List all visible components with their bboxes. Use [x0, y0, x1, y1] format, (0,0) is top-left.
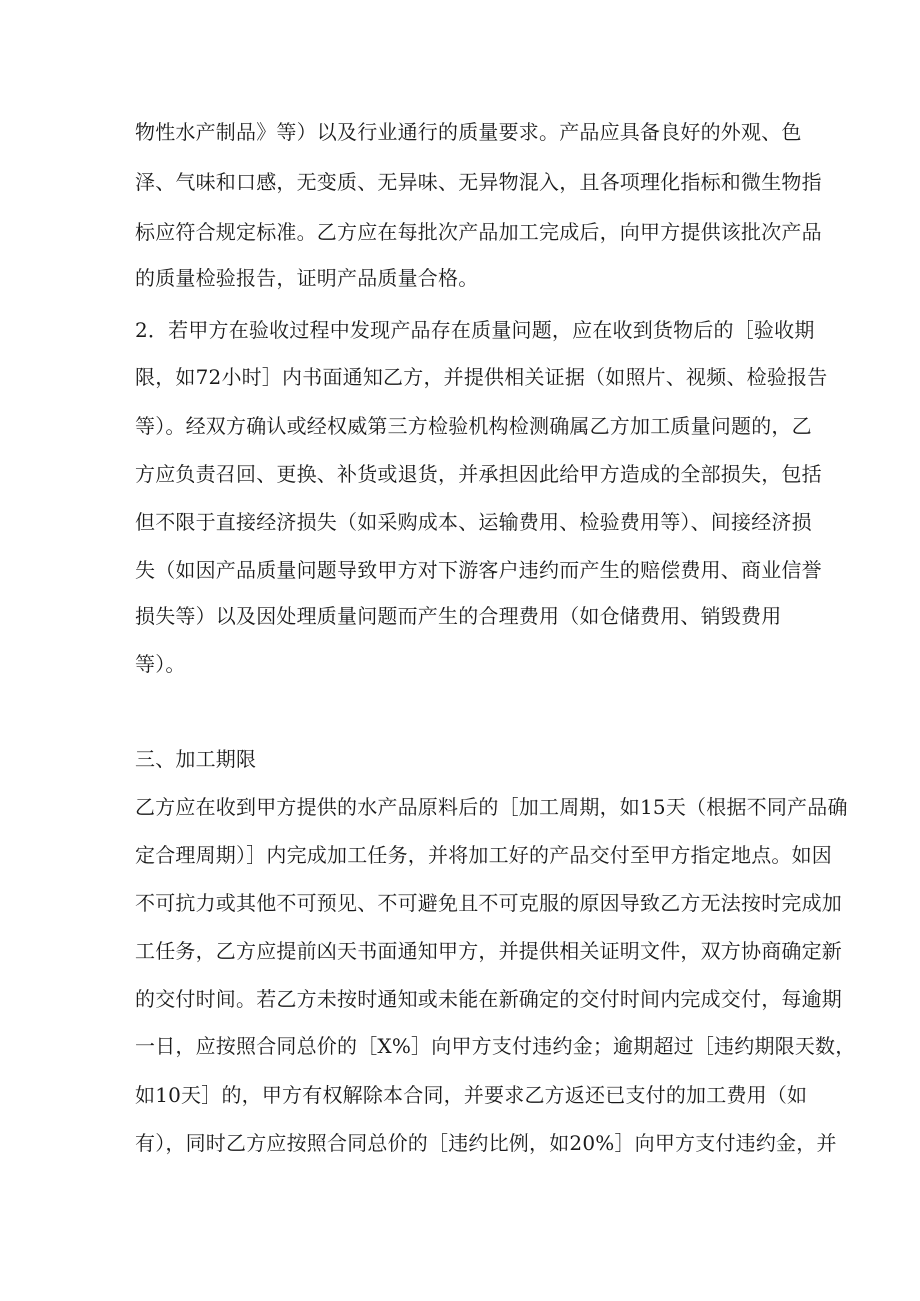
body-text-line: 不可抗力或其他不可预见、不可避免且不可克服的原因导致乙方无法按时完成加	[135, 891, 842, 915]
body-text-line: 泽、气味和口感，无变质、无异味、无异物混入，且各项理化指标和微生物指	[135, 170, 822, 194]
section-heading: 三、加工期限	[135, 747, 257, 771]
list-item-2-line: 损失等）以及因处理质量问题而产生的合理费用（如仓储费用、销毁费用	[135, 604, 782, 628]
body-text-line: 标应符合规定标准。乙方应在每批次产品加工完成后，向甲方提供该批次产品	[135, 220, 822, 244]
list-item-2-line: 失（如因产品质量问题导致甲方对下游客户违约而产生的赔偿费用、商业信誉	[135, 558, 822, 582]
body-text-line: 物性水产制品》等）以及行业通行的质量要求。产品应具备良好的外观、色	[135, 120, 802, 144]
body-text-line: 如10天］的，甲方有权解除本合同，并要求乙方返还已支付的加工费用（如	[135, 1083, 808, 1107]
list-item-2-line: 等）。	[135, 652, 186, 676]
list-item-2-line: 等）。经双方确认或经权威第三方检验机构检测确属乙方加工质量问题的，乙	[135, 414, 812, 438]
list-item-2-line: 限，如72小时］内书面通知乙方，并提供相关证据（如照片、视频、检验报告	[135, 365, 828, 389]
body-text-line: 工任务，乙方应提前凶天书面通知甲方，并提供相关证明文件，双方协商确定新	[135, 939, 842, 963]
body-text-line: 一日，应按照合同总价的［X%］向甲方支付违约金；逾期超过［违约期限天数，	[135, 1034, 856, 1058]
list-item-2-line: 方应负责召回、更换、补货或退货，并承担因此给甲方造成的全部损失，包括	[135, 462, 822, 486]
body-text-line: 的交付时间。若乙方未按时通知或未能在新确定的交付时间内完成交付，每逾期	[135, 987, 842, 1011]
body-text-line: 乙方应在收到甲方提供的水产品原料后的［加工周期，如15天（根据不同产品确	[135, 795, 848, 819]
body-text-line: 定合理周期）］内完成加工任务，并将加工好的产品交付至甲方指定地点。如因	[135, 843, 832, 867]
body-text-line: 的质量检验报告，证明产品质量合格。	[135, 266, 479, 290]
list-item-2-line: 但不限于直接经济损失（如采购成本、运输费用、检验费用等）、间接经济损	[135, 510, 812, 534]
body-text-line: 有），同时乙方应按照合同总价的［违约比例，如20%］向甲方支付违约金，并	[135, 1131, 837, 1155]
list-item-2-line: 2．若甲方在验收过程中发现产品存在质量问题，应在收到货物后的［验收期	[135, 318, 815, 342]
